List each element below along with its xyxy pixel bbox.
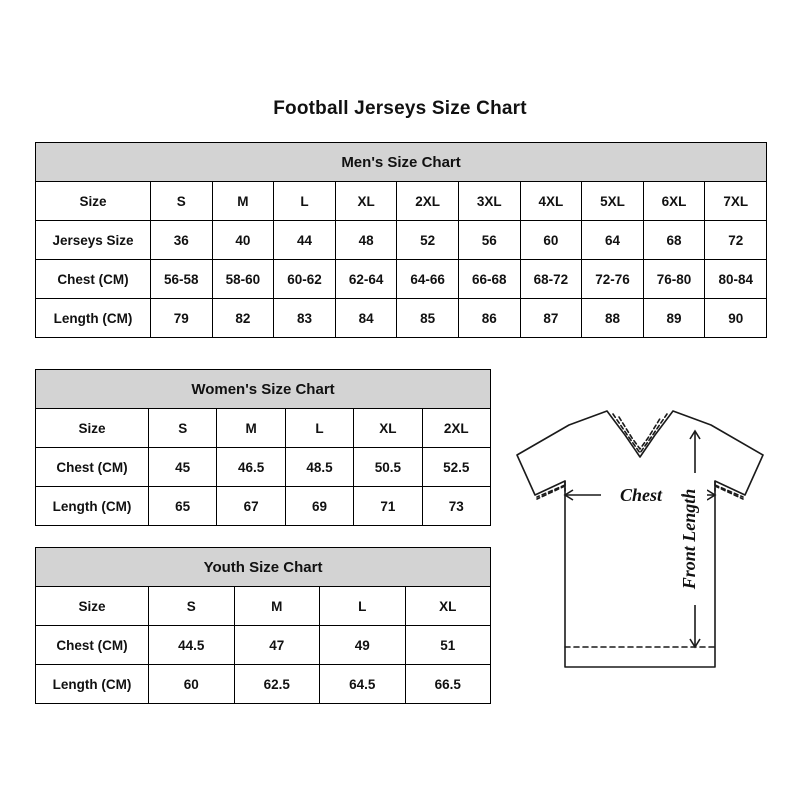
table-cell: 89 bbox=[643, 299, 705, 338]
column-header: M bbox=[234, 587, 320, 626]
column-header: 7XL bbox=[705, 182, 767, 221]
table-cell: 46.5 bbox=[217, 448, 285, 487]
table-cell: 66.5 bbox=[405, 665, 491, 704]
table-caption-row bbox=[36, 548, 491, 587]
column-header: Size bbox=[36, 587, 149, 626]
jersey-measurement-diagram bbox=[495, 395, 785, 695]
table-cell: 87 bbox=[520, 299, 582, 338]
column-header: Size bbox=[36, 409, 149, 448]
row-label: Length (CM) bbox=[36, 299, 151, 338]
table-cell: 72 bbox=[705, 221, 767, 260]
table-cell: 71 bbox=[354, 487, 422, 526]
table-cell: 72-76 bbox=[582, 260, 644, 299]
table-cell: 40 bbox=[212, 221, 274, 260]
table-cell: 88 bbox=[582, 299, 644, 338]
table-cell: 45 bbox=[149, 448, 217, 487]
table-cell: 82 bbox=[212, 299, 274, 338]
table-cell: 36 bbox=[151, 221, 213, 260]
table-cell: 84 bbox=[335, 299, 397, 338]
table-cell: 52 bbox=[397, 221, 459, 260]
table-cell: 48.5 bbox=[285, 448, 353, 487]
column-header: XL bbox=[354, 409, 422, 448]
mens-size-table bbox=[35, 142, 767, 338]
row-label: Length (CM) bbox=[36, 487, 149, 526]
table-cell: 65 bbox=[149, 487, 217, 526]
table-cell: 44 bbox=[274, 221, 336, 260]
table-cell: 52.5 bbox=[422, 448, 490, 487]
table-cell: 73 bbox=[422, 487, 490, 526]
column-header: 2XL bbox=[397, 182, 459, 221]
table-cell: 64.5 bbox=[320, 665, 406, 704]
row-label: Length (CM) bbox=[36, 665, 149, 704]
table-cell: 58-60 bbox=[212, 260, 274, 299]
column-header: S bbox=[149, 587, 235, 626]
youth-size-table bbox=[35, 547, 491, 704]
row-label: Chest (CM) bbox=[36, 626, 149, 665]
table-cell: 83 bbox=[274, 299, 336, 338]
table-cell: 64-66 bbox=[397, 260, 459, 299]
table-cell: 76-80 bbox=[643, 260, 705, 299]
table-cell: 60-62 bbox=[274, 260, 336, 299]
page-title: Football Jerseys Size Chart bbox=[273, 98, 527, 119]
column-header: S bbox=[151, 182, 213, 221]
youth-table-caption: Youth Size Chart bbox=[36, 548, 491, 587]
column-header: M bbox=[217, 409, 285, 448]
table-cell: 85 bbox=[397, 299, 459, 338]
column-header: Size bbox=[36, 182, 151, 221]
column-header: L bbox=[285, 409, 353, 448]
jersey-outline-svg bbox=[495, 395, 785, 695]
row-label: Jerseys Size bbox=[36, 221, 151, 260]
table-row bbox=[36, 448, 491, 487]
table-cell: 66-68 bbox=[458, 260, 520, 299]
table-cell: 67 bbox=[217, 487, 285, 526]
table-cell: 69 bbox=[285, 487, 353, 526]
column-header: 3XL bbox=[458, 182, 520, 221]
chest-label: Chest bbox=[619, 485, 663, 505]
column-header: XL bbox=[405, 587, 491, 626]
table-cell: 80-84 bbox=[705, 260, 767, 299]
front-length-label: Front Length bbox=[679, 488, 699, 590]
table-cell: 56 bbox=[458, 221, 520, 260]
table-row bbox=[36, 665, 491, 704]
table-cell: 60 bbox=[520, 221, 582, 260]
table-cell: 79 bbox=[151, 299, 213, 338]
table-caption-row bbox=[36, 370, 491, 409]
mens-table-caption: Men's Size Chart bbox=[36, 143, 767, 182]
table-caption-row bbox=[36, 143, 767, 182]
table-row bbox=[36, 299, 767, 338]
table-cell: 49 bbox=[320, 626, 406, 665]
column-header: L bbox=[320, 587, 406, 626]
table-cell: 62.5 bbox=[234, 665, 320, 704]
table-cell: 68 bbox=[643, 221, 705, 260]
table-cell: 90 bbox=[705, 299, 767, 338]
table-cell: 51 bbox=[405, 626, 491, 665]
row-label: Chest (CM) bbox=[36, 260, 151, 299]
table-header-row bbox=[36, 587, 491, 626]
table-row bbox=[36, 260, 767, 299]
table-cell: 68-72 bbox=[520, 260, 582, 299]
column-header: 6XL bbox=[643, 182, 705, 221]
column-header: XL bbox=[335, 182, 397, 221]
column-header: 5XL bbox=[582, 182, 644, 221]
table-row bbox=[36, 221, 767, 260]
table-row bbox=[36, 626, 491, 665]
table-cell: 64 bbox=[582, 221, 644, 260]
womens-table-caption: Women's Size Chart bbox=[36, 370, 491, 409]
table-cell: 60 bbox=[149, 665, 235, 704]
column-header: 4XL bbox=[520, 182, 582, 221]
column-header: S bbox=[149, 409, 217, 448]
table-cell: 50.5 bbox=[354, 448, 422, 487]
table-cell: 62-64 bbox=[335, 260, 397, 299]
table-cell: 56-58 bbox=[151, 260, 213, 299]
table-cell: 44.5 bbox=[149, 626, 235, 665]
table-row bbox=[36, 487, 491, 526]
column-header: 2XL bbox=[422, 409, 490, 448]
womens-size-table bbox=[35, 369, 491, 526]
table-header-row bbox=[36, 409, 491, 448]
row-label: Chest (CM) bbox=[36, 448, 149, 487]
table-cell: 47 bbox=[234, 626, 320, 665]
column-header: M bbox=[212, 182, 274, 221]
table-cell: 48 bbox=[335, 221, 397, 260]
table-header-row bbox=[36, 182, 767, 221]
table-cell: 86 bbox=[458, 299, 520, 338]
column-header: L bbox=[274, 182, 336, 221]
